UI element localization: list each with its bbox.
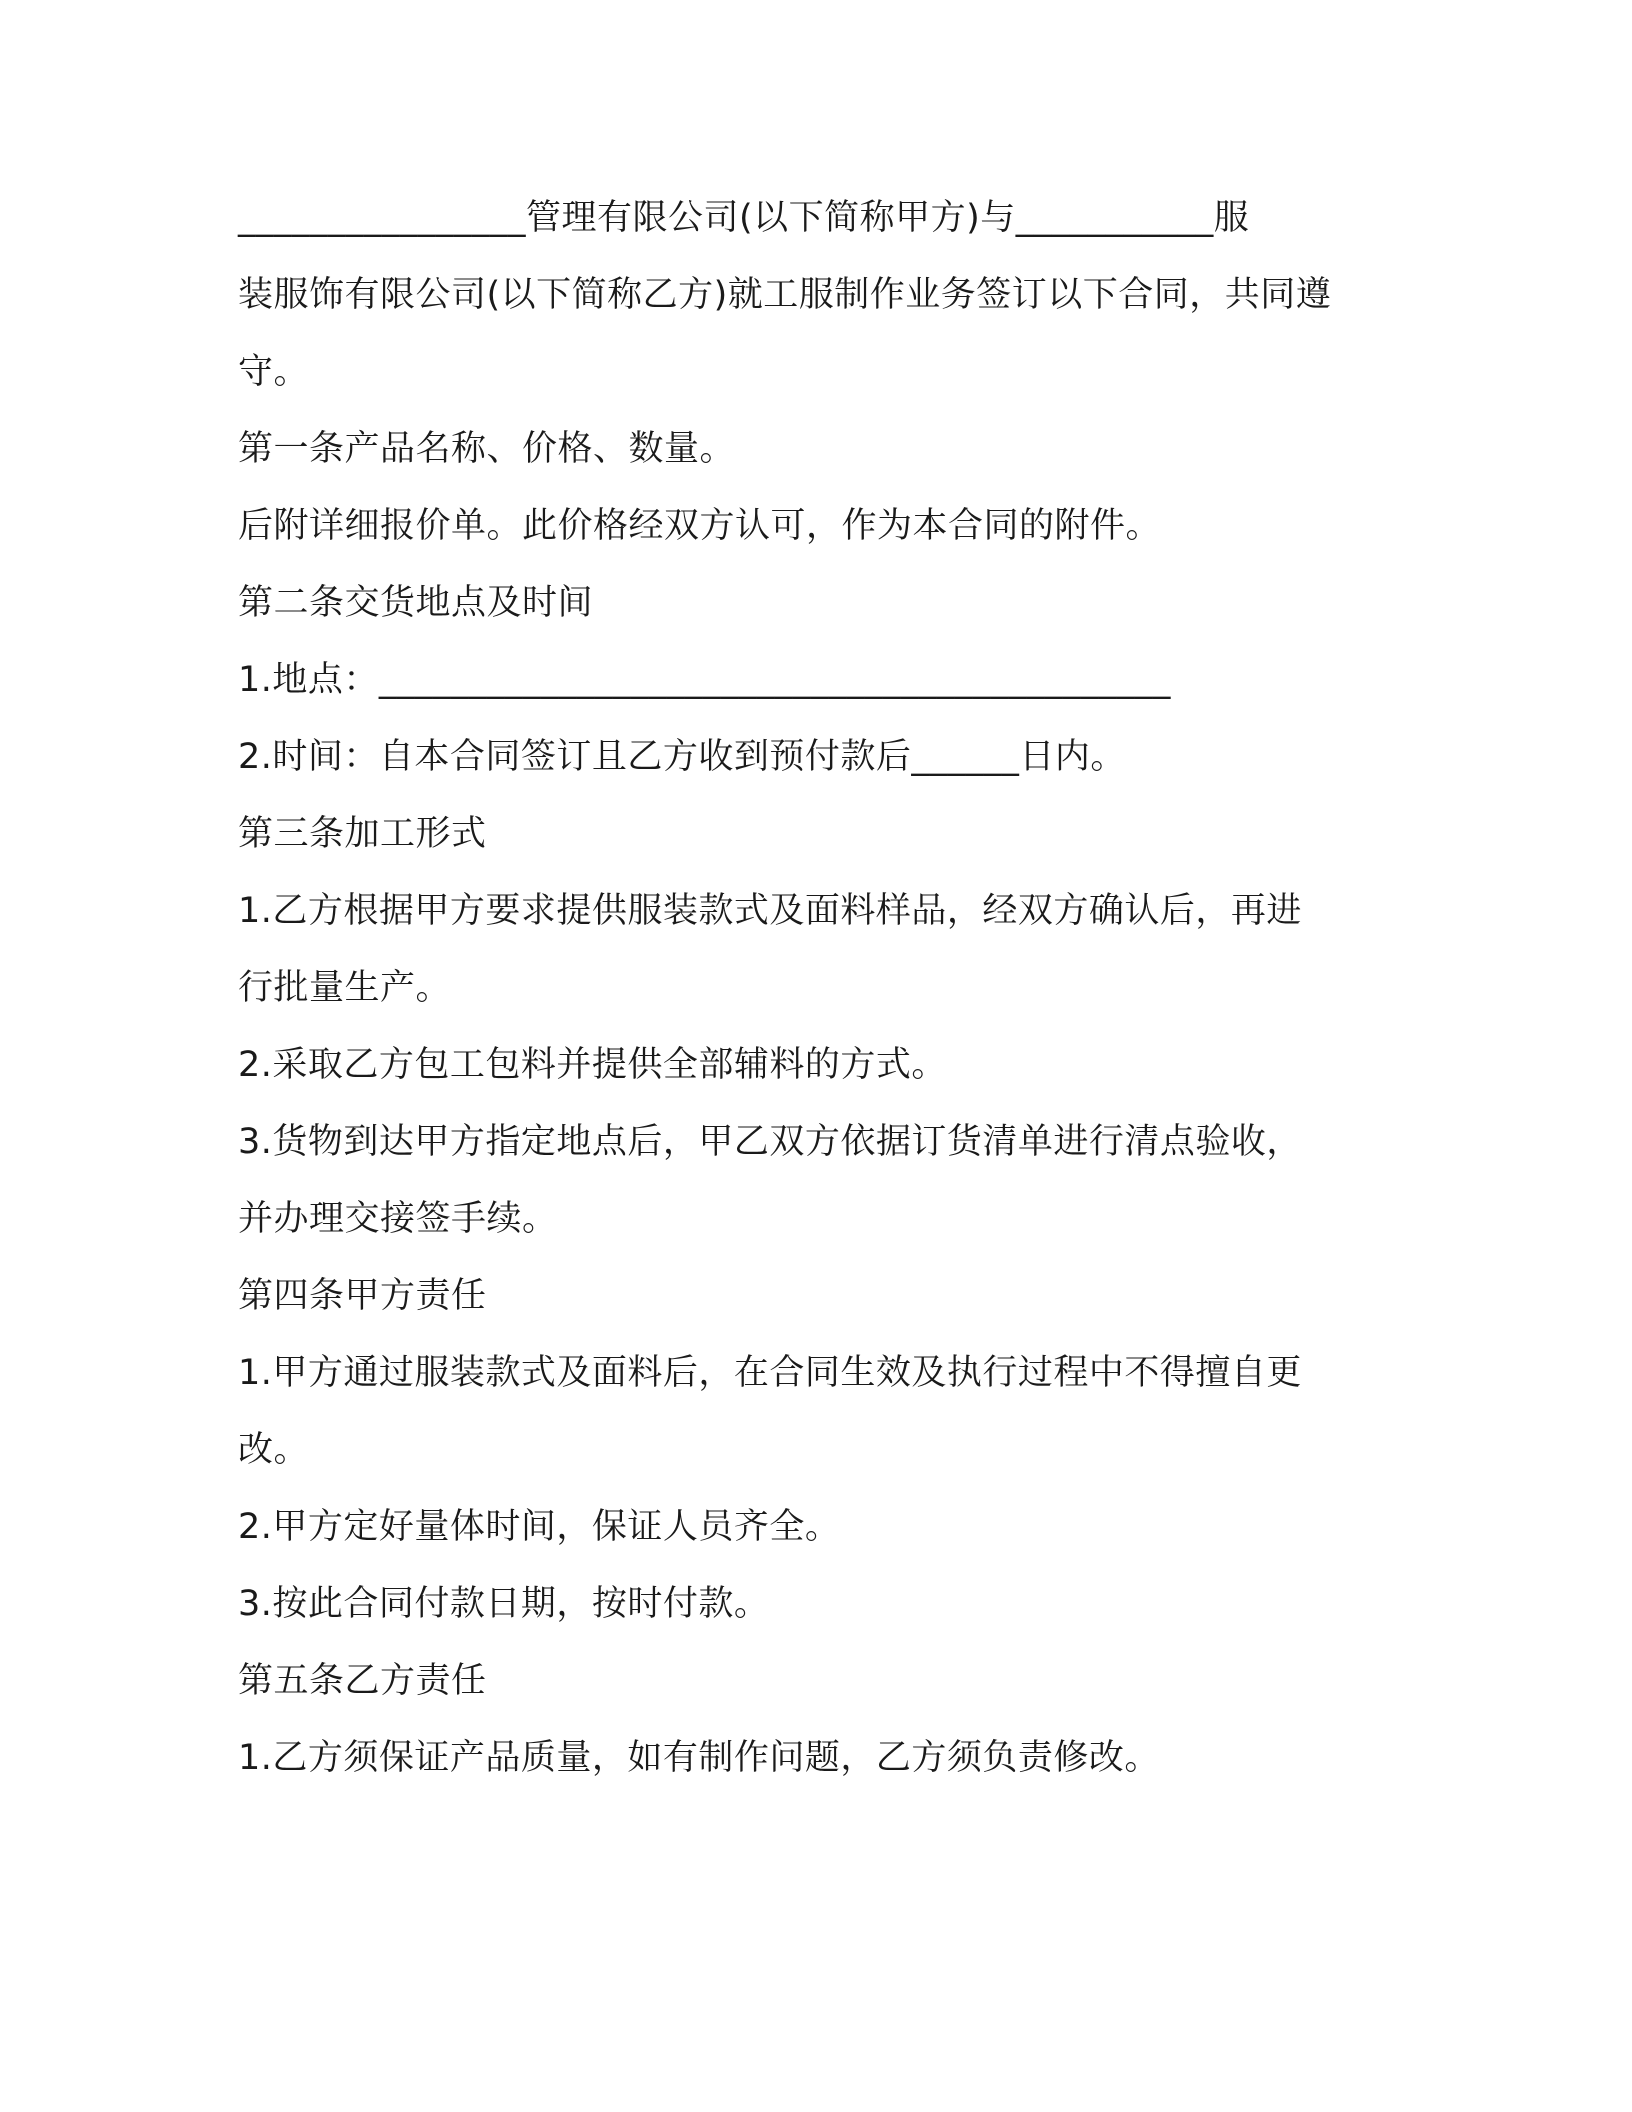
text-line: 1.地点：____________________________________________ (238, 660, 1171, 700)
text-line: 3.按此合同付款日期，按时付款。 (238, 1584, 770, 1624)
text-line: 装服饰有限公司(以下简称乙方)就工服制作业务签订以下合同，共同遵 (238, 275, 1332, 315)
text-line: 1.甲方通过服装款式及面料后，在合同生效及执行过程中不得擅自更 (238, 1353, 1302, 1393)
text-line: 3.货物到达甲方指定地点后，甲乙双方依据订货清单进行清点验收， (238, 1122, 1302, 1162)
text-line: 并办理交接签手续。 (238, 1199, 558, 1239)
document-body (238, 180, 1388, 1797)
text-line: 守。 (238, 352, 310, 392)
text-line: 2.时间：自本合同签订且乙方收到预付款后______日内。 (238, 737, 1126, 777)
text-line: 1.乙方根据甲方要求提供服装款式及面料样品，经双方确认后，再进 (238, 891, 1302, 931)
text-line: 2.甲方定好量体时间，保证人员齐全。 (238, 1507, 841, 1547)
article-heading: 第三条加工形式 (238, 814, 487, 854)
text-line: 行批量生产。 (238, 968, 452, 1008)
text-line: 2.采取乙方包工包料并提供全部辅料的方式。 (238, 1045, 947, 1085)
text-line: 1.乙方须保证产品质量，如有制作问题，乙方须负责修改。 (238, 1738, 1160, 1778)
article-heading: 第五条乙方责任 (238, 1661, 487, 1701)
text-line: ________________管理有限公司(以下简称甲方)与___________服 (238, 198, 1250, 238)
text-line: 后附详细报价单。此价格经双方认可，作为本合同的附件。 (238, 506, 1162, 546)
article-heading: 第二条交货地点及时间 (238, 583, 594, 623)
article-heading: 第四条甲方责任 (238, 1276, 487, 1316)
article-heading: 第一条产品名称、价格、数量。 (238, 429, 736, 469)
text-line: 改。 (238, 1430, 310, 1470)
